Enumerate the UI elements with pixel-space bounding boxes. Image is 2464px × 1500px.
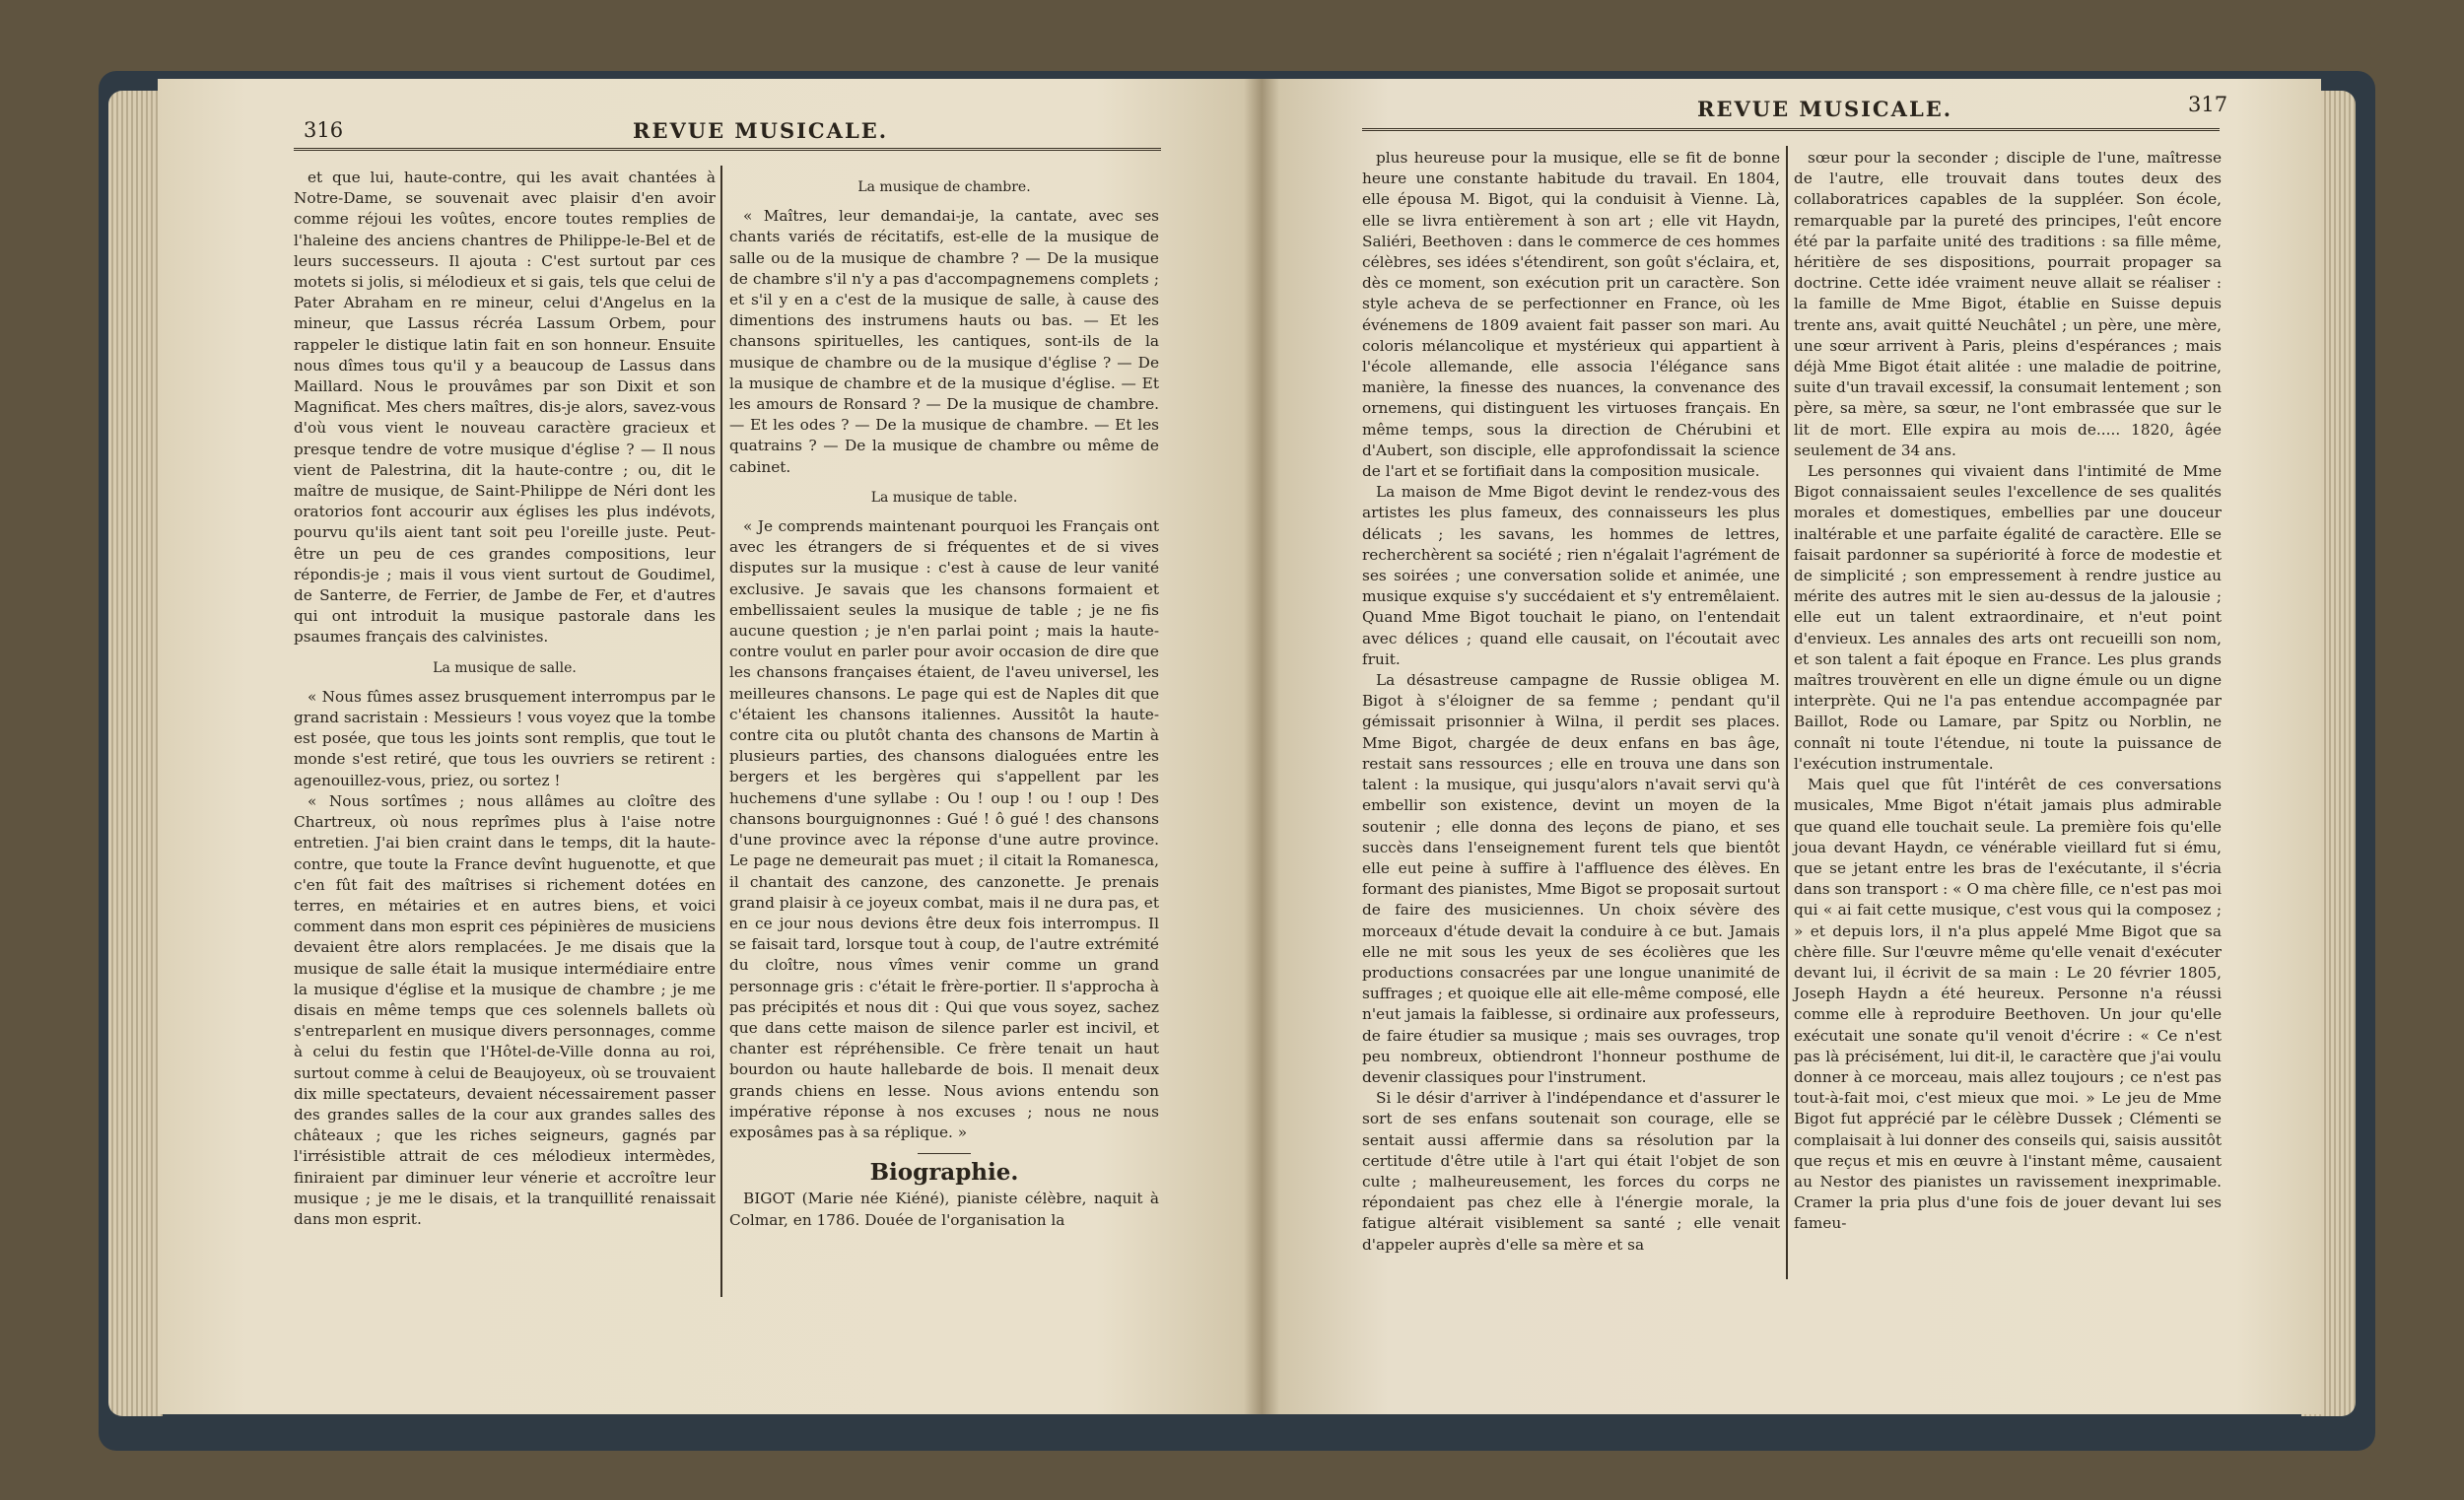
subheading: La musique de table. <box>870 489 1018 506</box>
right-page-number: 317 <box>2188 93 2228 116</box>
left-running-head: REVUE MUSICALE. <box>633 118 889 143</box>
left-page-edges <box>108 91 163 1416</box>
paragraph: Les personnes qui vivaient dans l'intimité de Mme Bigot connaissaient seules l'excellence de ses qualités morales et domestiques, embellies par une douceur inaltérable et une parfaite égalité de caractère. Elle se faisait pardonner sa supériorité à force de modestie et de simplicité ; son empressement à rendre justice au mérite des autres mit le sien au-dessus de la jalousie ; elle eut un talent extraordinaire, et n'eut point d'envieux. Les annales des arts ont recueilli son nom, et son talent a fait époque en France. Les plus grands maîtres trouvèrent en elle un digne émule ou un digne interprète. Qui ne l'a pas entendue accompagnée par Baillot, Rode ou Lamare, par Spitz ou Norblin, ne connaît ni toute l'étendue, ni toute la puissance de l'exécution instrumentale. <box>1794 462 2222 773</box>
paragraph: sœur pour la seconder ; disciple de l'une, maîtresse de l'autre, elle trouvait dans toutes deux des collaboratrices capables de la suppléer. Son école, remarquable par la pureté des principes, l'eût encore été par la parfaite unité des traditions : sa fille même, héritière de ses dispositions, pourrait propager sa doctrine. Cette idée vraiment neuve allait se réaliser : la famille de Mme Bigot, établie en Suisse depuis trente ans, avait quitté Neuchâtel ; un père, une mère, une sœur arrivent à Paris, pleins d'espérances ; mais déjà Mme Bigot était alitée : une maladie de poitrine, suite d'un travail excessif, la consumait lentement ; son père, sa mère, sa sœur, ne l'ont embrassée que sur le lit de mort. Elle expira au mois de..... 1820, âgée seulement de 34 ans. <box>1794 149 2222 459</box>
paragraph: « Je comprends maintenant pourquoi les Français ont avec les étrangers de si fréquentes et de si vives disputes sur la musique : c'est à cause de leur vanité exclusive. Je savais que les chansons formaient et embellissaient seules la musique de table ; je ne fis aucune question ; je n'en parlai point ; mais la haute-contre voulut en parler pour avoir occasion de dire que les chansons françaises étaient, de l'aveu universel, les meilleures chansons. Le page qui est de Naples dit que c'étaient les chansons italiennes. Aussitôt la haute-contre cita ou plutôt chanta des chansons de Martin à plusieurs parties, des chansons dialoguées entre les bergers et les bergères qui s'appellent par les huchemens d'une syllabe : Ou ! oup ! ou ! oup ! Des chansons bourguignonnes : Gué ! ô gué ! des chansons d'une province avec la réponse d'une autre province. Le page ne demeurait pas muet ; il citait la Romanesca, il chantait des canzone, des canzonette. Je prenais grand plaisir à ce joyeux combat, mais il ne dura pas, et en ce jour nous devions être deux fois interrompus. Il se faisait tard, lorsque tout à coup, de l'autre extrémité du cloître, nous vîmes venir comme un grand personnage gris : c'était le frère-portier. Il s'approcha à pas précipités et nous dit : Qui que vous soyez, sachez que dans cette maison de silence parler est incivil, et chanter est répréhensible. Ce frère tenait un haut bourdon ou haute hallebarde de bois. Il menait deux grands chiens en lesse. Nous avions entendu son impérative réponse à nos excuses ; nous ne nous exposâmes pas à sa réplique. » <box>729 517 1159 1141</box>
paragraph: BIGOT (Marie née Kiéné), pianiste célèbre, naquit à Colmar, en 1786. Douée de l'organisation la <box>729 1190 1159 1229</box>
left-column-rule <box>720 166 722 1297</box>
paragraph: Mais quel que fût l'intérêt de ces conversations musicales, Mme Bigot n'était jamais plus admirable que quand elle touchait seule. La première fois qu'elle joua devant Haydn, ce vénérable vieillard fut si ému, que se jetant entre les bras de l'exécutante, il s'écria dans son transport : « O ma chère fille, ce n'est pas moi qui « ai fait cette musique, c'est vous qui la composez ; » et depuis lors, il n'a plus appelé Mme Bigot que sa chère fille. Sur l'œuvre même qu'elle venait d'exécuter devant lui, il écrivit de sa main : Le 20 février 1805, Joseph Haydn a été heureux. Personne n'a réussi comme elle à reproduire Beethoven. Un jour qu'elle exécutait une sonate qu'il venoit d'écrire : « Ce n'est pas là précisément, lui dit-il, le caractère que j'ai voulu donner à ce morceau, mais allez toujours ; ce n'est pas tout-à-fait moi, c'est mieux que moi. » Le jeu de Mme Bigot fut apprécié par le célèbre Dussek ; Clémenti se complaisait à lui donner des conseils qui, saisis aussitôt que reçus et mis en œuvre à l'instant même, causaient au Nestor des pianistes un ravissement inexprimable. Cramer la pria plus d'une fois de jouer devant lui ses fameu- <box>1794 776 2222 1233</box>
paragraph: et que lui, haute-contre, qui les avait chantées à Notre-Dame, se souvenait avec plaisir d'en avoir comme réjoui les voûtes, encore toutes remplies de l'haleine des anciens chantres de Philippe-le-Bel et de leurs successeurs. Il ajouta : C'est surtout par ces motets si jolis, si mélodieux et si gais, tels que celui de Pater Abraham en re mineur, celui d'Angelus en la mineur, que Lassus récréa Lassum Orbem, pour rappeler le distique latin fait en son honneur. Ensuite nous dîmes tous qu'il y a beaucoup de Lassus dans Maillard. Nous le prouvâmes par son Dixit et son Magnificat. Mes chers maîtres, dis-je alors, savez-vous d'où vous vient le nouveau caractère gracieux et presque tendre de votre musique d'église ? — Il nous vient de Palestrina, dit la haute-contre ; ou, dit le maître de musique, de Saint-Philippe de Néri dont les oratorios font accourir aux églises les plus indévots, pourvu qu'ils aient tant soit peu l'oreille juste. Peut-être un peu de ces grandes compositions, leur répondis-je ; mais il vous vient surtout de Goudimel, de Santerre, de Ferrier, de Jambe de Fer, et d'autres qui ont introduit la musique pastorale dans les psaumes français des calvinistes. <box>294 169 716 647</box>
right-running-head: REVUE MUSICALE. <box>1697 97 1953 121</box>
right-column-1 <box>1362 148 1780 1256</box>
right-header-rule <box>1362 128 2220 131</box>
paragraph: plus heureuse pour la musique, elle se fit de bonne heure une constante habitude du travail. En 1804, elle épousa M. Bigot, qui la conduisit à Vienne. Là, elle se livra entièrement à son art ; elle vit Haydn, Saliéri, Beethoven : dans le commerce de ces hommes célèbres, ses idées s'étendirent, son goût s'éclaira, et, dès ce moment, son exécution prit un caractère. Son style acheva de se perfectionner en France, où les événemens de 1809 avaient fait passer son mari. Au coloris mélancolique et mystérieux qui appartient à l'école allemande, elle associa l'élégance sans manière, la finesse des nuances, la convenance des ornemens, qui distinguent les virtuoses français. En même temps, sous la direction de Chérubini et d'Aubert, son disciple, elle approfondissait la science de l'art et se fortifiait dans la composition musicale. <box>1362 149 1780 481</box>
book-gutter <box>1244 79 1279 1414</box>
left-column-2 <box>729 168 1159 1231</box>
subheading: La musique de salle. <box>433 659 577 676</box>
paragraph: La maison de Mme Bigot devint le rendez-vous des artistes les plus fameux, des connaisseurs les plus délicats ; les savans, les hommes de lettres, recherchèrent sa société ; rien n'égalait l'agrément de ses soirées ; une conversation solide et animée, une musique exquise s'y succédaient et s'y entremêlaient. Quand Mme Bigot touchait le piano, on l'entendait avec délices ; quand elle causait, on l'écoutait avec fruit. <box>1362 483 1780 668</box>
left-page-number: 316 <box>304 118 344 142</box>
paragraph: La désastreuse campagne de Russie obligea M. Bigot à s'éloigner de sa femme ; pendant qu'il gémissait prisonnier à Wilna, il perdit ses places. Mme Bigot, chargée de deux enfans en bas âge, restait sans ressources ; elle en trouva une dans son talent : la musique, qui jusqu'alors n'avait servi qu'à embellir son existence, devint un moyen de la soutenir ; elle donna des leçons de piano, et ses succès dans l'enseignement furent tels que bientôt elle eut peine à suffire à l'affluence des élèves. En formant des pianistes, Mme Bigot se proposait surtout de faire des musiciennes. Un choix sévère des morceaux d'étude devait la conduire à ce but. Jamais elle ne mit sous les yeux de ses écolières que les productions consacrées par une longue unanimité de suffrages ; et quoique elle ait elle-même composé, elle n'eut jamais la faiblesse, si ordinaire aux professeurs, de faire étudier sa musique ; mais ses ouvrages, trop peu nombreux, obtiendront l'honneur posthume de devenir classiques pour l'instrument. <box>1362 671 1780 1086</box>
right-column-rule <box>1786 146 1788 1279</box>
paragraph: « Maîtres, leur demandai-je, la cantate, avec ses chants variés de récitatifs, est-elle de la musique de salle ou de la musique de chambre ? — De la musique de chambre s'il n'y a pas d'accompagnemens complets ; et s'il y en a c'est de la musique de salle, à cause des dimentions des instrumens hauts ou bas. — Et les chansons spirituelles, les cantiques, sont-ils de la musique de chambre ou de la musique d'église ? — De la musique de chambre et de la musique d'église. — Et les amours de Ronsard ? — De la musique de chambre. — Et les odes ? — De la musique de chambre. — Et les quatrains ? — De la musique de chambre ou même de cabinet. <box>729 207 1159 476</box>
paragraph: « Nous fûmes assez brusquement interrompus par le grand sacristain : Messieurs ! vous voyez que la tombe est posée, que tous les joints sont remplis, que tout le monde s'est retiré, que tous les ouvriers se retirent : agenouillez-vous, priez, ou sortez ! <box>294 687 716 789</box>
section-divider <box>918 1153 971 1154</box>
paragraph: « Nous sortîmes ; nous allâmes au cloître des Chartreux, où nous reprîmes plus à l'aise notre entretien. J'ai bien craint dans le temps, dit la haute-contre, que toute la France devînt huguenotte, et que c'en fût fait des maîtrises si richement dotées en terres, en métairies et en autres biens, et voici comment dans mon esprit ces pépinières de musiciens devaient être alors remplacées. Je me disais que la musique de salle était la musique intermédiaire entre la musique d'église et la musique de chambre ; je me disais en même temps que ces solennels ballets où s'entreparlent en musique divers personnages, comme à celui du festin que l'Hôtel-de-Ville donna au roi, surtout comme à celui de Beaujoyeux, où se trouvaient dix mille spectateurs, devaient nécessairement passer des grandes salles de la cour aux grandes salles des châteaux ; que les riches seigneurs, gagnés par l'irrésistible attrait de ces mélodieux intermèdes, finiraient par diminuer leur vénerie et accroître leur musique ; je me le disais, et la tranquillité renaissait dans mon esprit. <box>294 791 716 1228</box>
left-header-rule <box>294 148 1161 151</box>
right-column-2 <box>1794 148 2222 1235</box>
paragraph: Si le désir d'arriver à l'indépendance et d'assurer le sort de ses enfans soutenait son courage, elle se sentait aussi affermie dans sa résolution par la certitude d'être utile à l'art qui était l'objet de son culte ; malheureusement, les forces du corps ne répondaient pas chez elle à l'énergie morale, la fatigue altérait visiblement sa santé ; elle venait d'appeler auprès d'elle sa mère et sa <box>1362 1089 1780 1254</box>
subheading: La musique de chambre. <box>857 179 1031 195</box>
left-column-1 <box>294 168 716 1230</box>
section-heading: Biographie. <box>869 1159 1019 1187</box>
